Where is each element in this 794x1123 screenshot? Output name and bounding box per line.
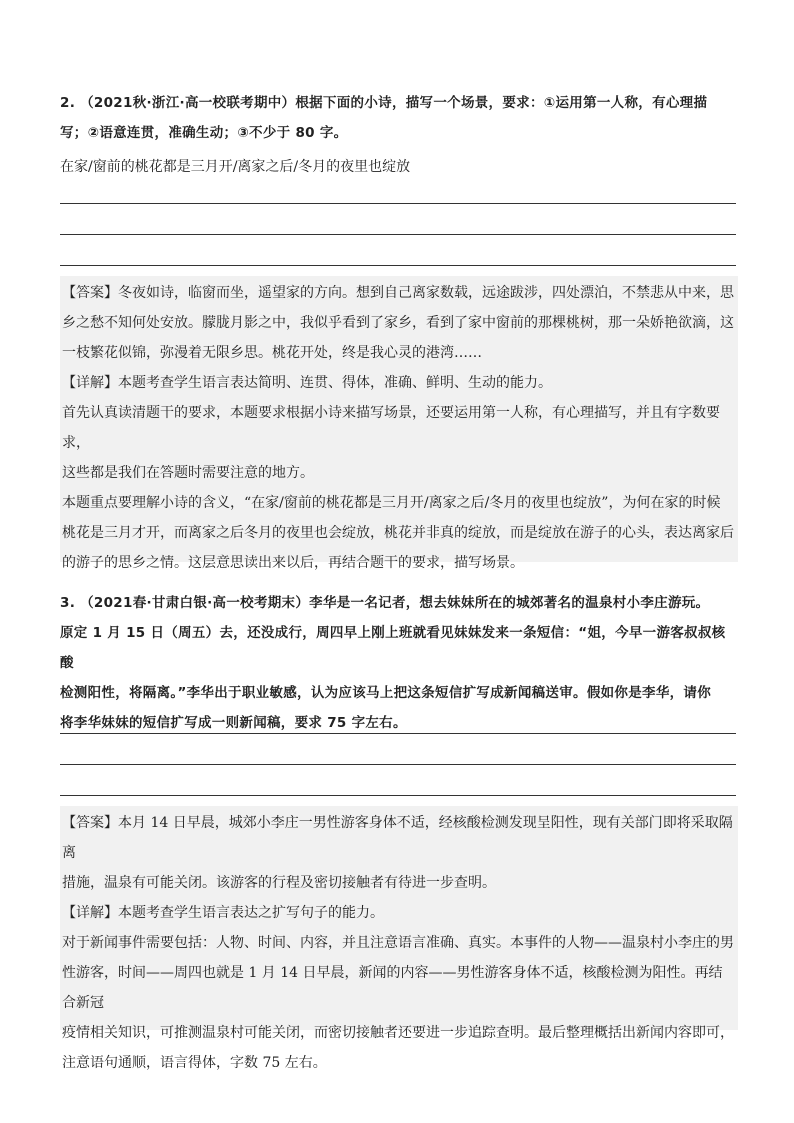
detail-3-line-5: 注意语句通顺，语言得体，字数 75 左右。 xyxy=(62,1055,327,1071)
question-3-line-1: 3. （2021春·甘肃白银·高一校考期末）李华是一名记者，想去妹妹所在的城郊著名的温泉村小李庄游玩。 xyxy=(60,595,710,611)
answer-2-line-1: 【答案】冬夜如诗，临窗而坐，遥望家的方向。想到自己离家数载，远途跋涉，四处漂泊，不禁悲从中来，思 xyxy=(62,285,734,301)
answer-3-line-2: 措施，温泉有可能关闭。该游客的行程及密切接触者有待进一步查明。 xyxy=(62,875,496,891)
question-2 xyxy=(60,88,738,148)
question-3-line-2: 原定 1 月 15 日（周五）去，还没成行，周四早上刚上班就看见妹妹发来一条短信：“姐，今早一游客叔叔核酸 xyxy=(60,625,726,671)
answer-line xyxy=(60,265,736,266)
detail-2-line-3: 这些都是我们在答题时需要注意的地方。 xyxy=(62,465,314,481)
answer-line xyxy=(60,203,736,204)
detail-2-line-4: 本题重点要理解小诗的含义，“在家/窗前的桃花都是三月开/离家之后/冬月的夜里也绽放”，为何在家的时候 xyxy=(62,495,721,511)
question-2-line-1: 2. （2021秋·浙江·高一校联考期中）根据下面的小诗，描写一个场景，要求：①运用第一人称，有心理描 xyxy=(60,95,708,111)
question-2-line-2: 写；②语意连贯，准确生动；③不少于 80 字。 xyxy=(60,125,348,141)
answer-2-line-3: 一枝繁花似锦，弥漫着无限乡思。桃花开处，终是我心灵的港湾…… xyxy=(62,345,482,361)
detail-3-line-3: 性游客，时间——周四也就是 1 月 14 日早晨，新闻的内容——男性游客身体不适，核酸检测为阳性。再结合新冠 xyxy=(62,965,723,1011)
answer-block-2 xyxy=(60,276,738,571)
detail-2-line-5: 桃花是三月才开，而离家之后冬月的夜里也会绽放，桃花并非真的绽放，而是绽放在游子的心头，表达离家后 xyxy=(62,525,734,541)
answer-block-3 xyxy=(60,806,738,1071)
detail-2-line-2: 首先认真读清题干的要求，本题要求根据小诗来描写场景，还要运用第一人称，有心理描写，并且有字数要求， xyxy=(62,405,720,451)
answer-2-line-2: 乡之愁不知何处安放。朦胧月影之中，我似乎看到了家乡，看到了家中窗前的那棵桃树，那一朵娇艳欲滴，这 xyxy=(62,315,734,331)
answer-line xyxy=(60,764,736,765)
answer-3-line-1: 【答案】本月 14 日早晨，城郊小李庄一男性游客身体不适，经核酸检测发现呈阳性，现有关部门即将采取隔离 xyxy=(62,815,733,861)
question-3-line-4: 将李华妹妹的短信扩写成一则新闻稿，要求 75 字左右。 xyxy=(60,715,407,731)
detail-3-line-1: 【详解】本题考查学生语言表达之扩写句子的能力。 xyxy=(62,905,384,921)
detail-3-line-4: 疫情相关知识，可推测温泉村可能关闭，而密切接触者还要进一步追踪查明。最后整理概括出新闻内容即可， xyxy=(62,1025,734,1041)
detail-3-line-2: 对于新闻事件需要包括：人物、时间、内容，并且注意语言准确、真实。本事件的人物——温泉村小李庄的男 xyxy=(62,935,734,951)
detail-2-line-6: 的游子的思乡之情。这层意思读出来以后，再结合题干的要求，描写场景。 xyxy=(62,555,524,571)
question-3 xyxy=(60,588,738,738)
detail-2-line-1: 【详解】本题考查学生语言表达简明、连贯、得体，准确、鲜明、生动的能力。 xyxy=(62,375,552,391)
answer-line xyxy=(60,795,736,796)
question-3-line-3: 检测阳性，将隔离。”李华出于职业敏感，认为应该马上把这条短信扩写成新闻稿送审。假如你是李华，请你 xyxy=(60,685,712,701)
answer-line xyxy=(60,733,736,734)
answer-line xyxy=(60,234,736,235)
question-2-poem: 在家/窗前的桃花都是三月开/离家之后/冬月的夜里也绽放 xyxy=(60,159,411,175)
